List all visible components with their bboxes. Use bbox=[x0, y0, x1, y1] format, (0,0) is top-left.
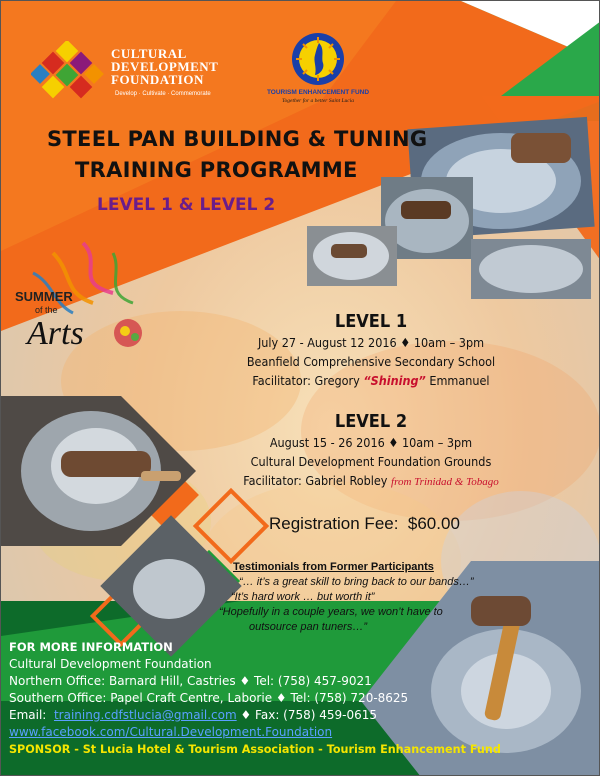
cdf-logo-mosaic-icon bbox=[31, 41, 111, 101]
email-label: Email: bbox=[9, 708, 54, 722]
registration-fee: Registration Fee: $60.00 bbox=[269, 514, 460, 533]
title-line1: STEEL PAN BUILDING & TUNING bbox=[47, 127, 428, 151]
photo-hammer-small bbox=[307, 226, 397, 286]
cdf-name-line1: CULTURAL bbox=[111, 46, 187, 61]
testimonial-quote-3b: outsource pan tuners…” bbox=[249, 621, 368, 633]
tef-name: TOURISM ENHANCEMENT FUND bbox=[266, 89, 370, 96]
title-line2: TRAINING PROGRAMME bbox=[75, 158, 358, 182]
level1-heading: LEVEL 1 bbox=[334, 311, 408, 332]
level1-facilitator-suffix: Emmanuel bbox=[425, 373, 490, 388]
testimonials-heading: Testimonials from Former Participants bbox=[233, 561, 434, 573]
summer-line2: of the bbox=[35, 305, 58, 315]
level1-dates: July 27 - August 12 2016 ♦ 10am – 3pm bbox=[257, 335, 485, 350]
testimonial-quote-2: “It’s hard work … but worth it” bbox=[231, 591, 375, 603]
contact-heading: FOR MORE INFORMATION bbox=[9, 640, 173, 654]
level1-venue: Beanfield Comprehensive Secondary School bbox=[246, 354, 496, 369]
fax-number: ♦ Fax: (758) 459-0615 bbox=[236, 708, 378, 722]
cdf-name-line3: FOUNDATION bbox=[111, 72, 204, 87]
contact-southern-office: Southern Office: Papel Craft Centre, Laborie ♦ Tel: (758) 720-8625 bbox=[9, 691, 409, 705]
facebook-link[interactable]: www.facebook.com/Cultural.Development.Foundation bbox=[9, 725, 333, 739]
level1-facilitator bbox=[141, 373, 600, 388]
tef-tagline: Together for a better Saint Lucia bbox=[281, 98, 355, 104]
cdf-name-line2: DEVELOPMENT bbox=[111, 59, 219, 74]
cdf-tagline: Develop · Cultivate · Commemorate bbox=[115, 91, 211, 97]
tef-sun-icon bbox=[259, 29, 377, 89]
contact-org: Cultural Development Foundation bbox=[9, 657, 212, 671]
level1-facilitator-prefix: Facilitator: Gregory bbox=[252, 373, 364, 388]
level2-dates: August 15 - 26 2016 ♦ 10am – 3pm bbox=[269, 435, 473, 450]
testimonial-quote-3a: “Hopefully in a couple years, we won’t have to bbox=[219, 606, 443, 618]
level2-facilitator bbox=[141, 473, 600, 488]
summer-line3: Arts bbox=[27, 315, 84, 352]
contact-northern-office: Northern Office: Barnard Hill, Castries ♦ Tel: (758) 457-9021 bbox=[9, 674, 372, 688]
level2-venue: Cultural Development Foundation Grounds bbox=[250, 454, 492, 469]
contact-email-fax bbox=[9, 708, 377, 722]
sponsor-line: SPONSOR - St Lucia Hotel & Tourism Association - Tourism Enhancement Fund bbox=[9, 743, 501, 756]
summer-line1: SUMMER bbox=[15, 289, 73, 304]
level2-heading: LEVEL 2 bbox=[334, 411, 408, 432]
title-line3: LEVEL 1 & LEVEL 2 bbox=[97, 195, 276, 215]
tef-logo bbox=[259, 29, 377, 109]
email-link[interactable]: training.cdfstlucia@gmail.com bbox=[53, 708, 237, 722]
level2-facilitator-origin: from Trinidad & Tobago bbox=[391, 476, 499, 488]
testimonial-quote-1: “… it’s a great skill to bring back to our bands…” bbox=[239, 576, 474, 588]
level1-facilitator-nickname: “Shining” bbox=[363, 373, 426, 388]
level2-facilitator-prefix: Facilitator: Gabriel Robley bbox=[243, 473, 392, 488]
cdf-logo bbox=[31, 41, 231, 111]
photo-pan-mid-right bbox=[471, 239, 591, 299]
